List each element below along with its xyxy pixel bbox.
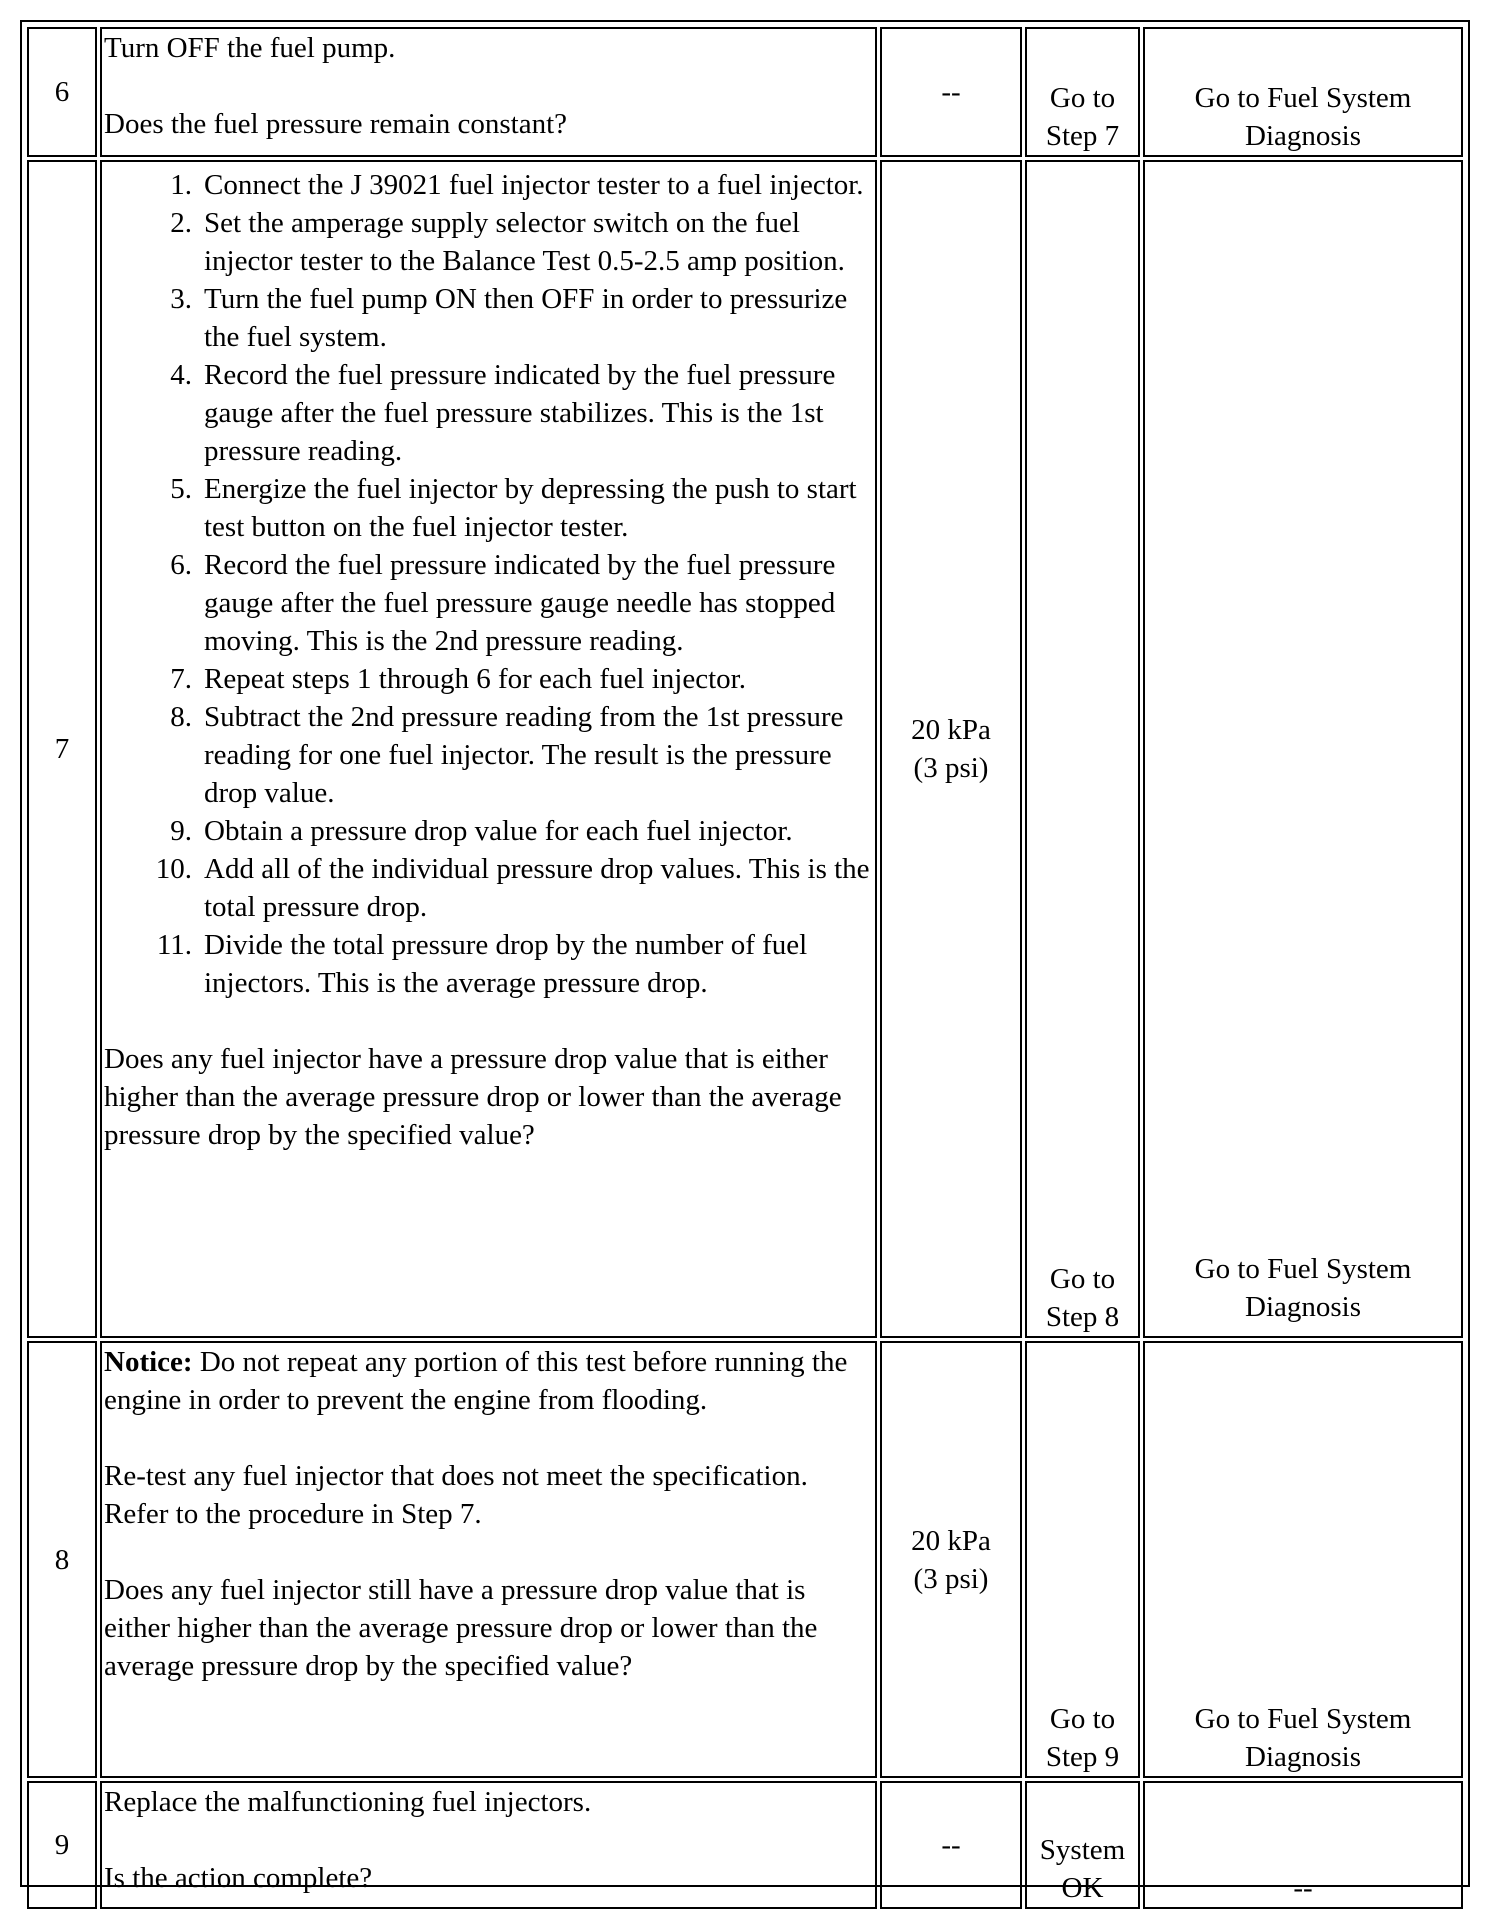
action-cell bbox=[100, 1781, 877, 1909]
procedure-list bbox=[104, 166, 873, 1002]
value-line-1: 20 kPa bbox=[911, 1524, 991, 1557]
action-cell bbox=[100, 1341, 877, 1778]
value-line-2: (3 psi) bbox=[913, 752, 989, 784]
yes-line-2: Step 8 bbox=[1045, 1301, 1120, 1333]
table-row-step-9 bbox=[27, 1781, 1463, 1909]
step-number: 6 bbox=[27, 27, 97, 157]
notice-label: Notice: bbox=[104, 1346, 193, 1378]
list-item: 4. Record the fuel pressure indicated by the fuel pressure gauge after the fuel pressure stabilizes. This is the 1st pressure reading. bbox=[170, 359, 836, 467]
yes-line-2: Step 9 bbox=[1045, 1741, 1120, 1773]
action-cell bbox=[100, 160, 877, 1338]
list-item: 10. Add all of the individual pressure drop values. This is the total pressure drop. bbox=[155, 853, 870, 923]
no-line-1: Go to Fuel System bbox=[1194, 1253, 1412, 1285]
yes-cell bbox=[1025, 1781, 1140, 1909]
question-text: Does the fuel pressure remain constant? bbox=[104, 108, 568, 140]
no-line-2: Diagnosis bbox=[1245, 1741, 1361, 1773]
list-item: 11. Divide the total pressure drop by the number of fuel injectors. This is the average pressure drop. bbox=[156, 929, 808, 999]
list-item: 7. Repeat steps 1 through 6 for each fuel injector. bbox=[170, 663, 746, 695]
value-line-2: (3 psi) bbox=[913, 1562, 989, 1595]
action-text: Replace the malfunctioning fuel injectors. bbox=[104, 1786, 592, 1818]
step-number: 9 bbox=[27, 1781, 97, 1909]
question-text: Does any fuel injector still have a pressure drop value that is either higher than the average pressure drop or lower than the average pressure drop by the specified value? bbox=[104, 1574, 818, 1682]
list-item: 2. Set the amperage supply selector switch on the fuel injector tester to the Balance Test 0.5-2.5 amp position. bbox=[170, 207, 845, 277]
value-cell: -- bbox=[880, 1781, 1022, 1909]
value-cell bbox=[880, 160, 1022, 1338]
no-cell bbox=[1143, 160, 1463, 1338]
yes-line-1: System bbox=[1039, 1834, 1126, 1866]
yes-cell bbox=[1025, 160, 1140, 1338]
list-item: 9. Obtain a pressure drop value for each fuel injector. bbox=[170, 815, 793, 847]
no-line-2: Diagnosis bbox=[1245, 1291, 1361, 1323]
value-line-1: 20 kPa bbox=[911, 714, 991, 746]
yes-line-2: OK bbox=[1061, 1872, 1104, 1904]
yes-line-1: Go to bbox=[1049, 1263, 1116, 1295]
table-row-step-8 bbox=[27, 1341, 1463, 1778]
value-cell bbox=[880, 1341, 1022, 1778]
no-line-2: Diagnosis bbox=[1245, 120, 1361, 152]
diagnostic-table-frame bbox=[20, 20, 1470, 1904]
action-text: Turn OFF the fuel pump. bbox=[104, 32, 396, 64]
instruction-text: Re-test any fuel injector that does not meet the specification. Refer to the procedure in Step 7. bbox=[104, 1460, 808, 1530]
no-cell: -- bbox=[1143, 1781, 1463, 1909]
value-cell: -- bbox=[880, 27, 1022, 157]
step-number: 7 bbox=[27, 160, 97, 1338]
yes-line-1: Go to bbox=[1049, 1703, 1116, 1735]
notice-paragraph bbox=[104, 1343, 873, 1419]
question-text: Is the action complete? bbox=[104, 1862, 373, 1894]
step-number: 8 bbox=[27, 1341, 97, 1778]
list-item: 5. Energize the fuel injector by depressing the push to start test button on the fuel injector tester. bbox=[170, 473, 857, 543]
no-cell bbox=[1143, 1341, 1463, 1778]
yes-cell bbox=[1025, 27, 1140, 157]
notice-text: Do not repeat any portion of this test before running the engine in order to prevent the engine from flooding. bbox=[104, 1346, 848, 1416]
list-item: 3. Turn the fuel pump ON then OFF in order to pressurize the fuel system. bbox=[170, 283, 848, 353]
no-line-1: Go to Fuel System bbox=[1194, 1703, 1412, 1735]
list-item: 8. Subtract the 2nd pressure reading from the 1st pressure reading for one fuel injector. The result is the pressure drop value. bbox=[170, 701, 844, 809]
question-text: Does any fuel injector have a pressure drop value that is either higher than the average pressure drop or lower than the average pressure drop by the specified value? bbox=[104, 1043, 842, 1151]
list-item: 1. Connect the J 39021 fuel injector tester to a fuel injector. bbox=[170, 169, 864, 201]
action-cell bbox=[100, 27, 877, 157]
yes-cell bbox=[1025, 1341, 1140, 1778]
no-line-1: Go to Fuel System bbox=[1194, 82, 1412, 114]
no-cell bbox=[1143, 27, 1463, 157]
table-row-step-7 bbox=[27, 160, 1463, 1338]
yes-line-1: Go to bbox=[1049, 82, 1116, 114]
table-row-step-6 bbox=[27, 27, 1463, 157]
diagnostic-table bbox=[24, 24, 1466, 1912]
list-item: 6. Record the fuel pressure indicated by the fuel pressure gauge after the fuel pressure gauge needle has stopped moving. This is the 2nd pressure reading. bbox=[170, 549, 836, 657]
yes-line-2: Step 7 bbox=[1045, 120, 1120, 152]
